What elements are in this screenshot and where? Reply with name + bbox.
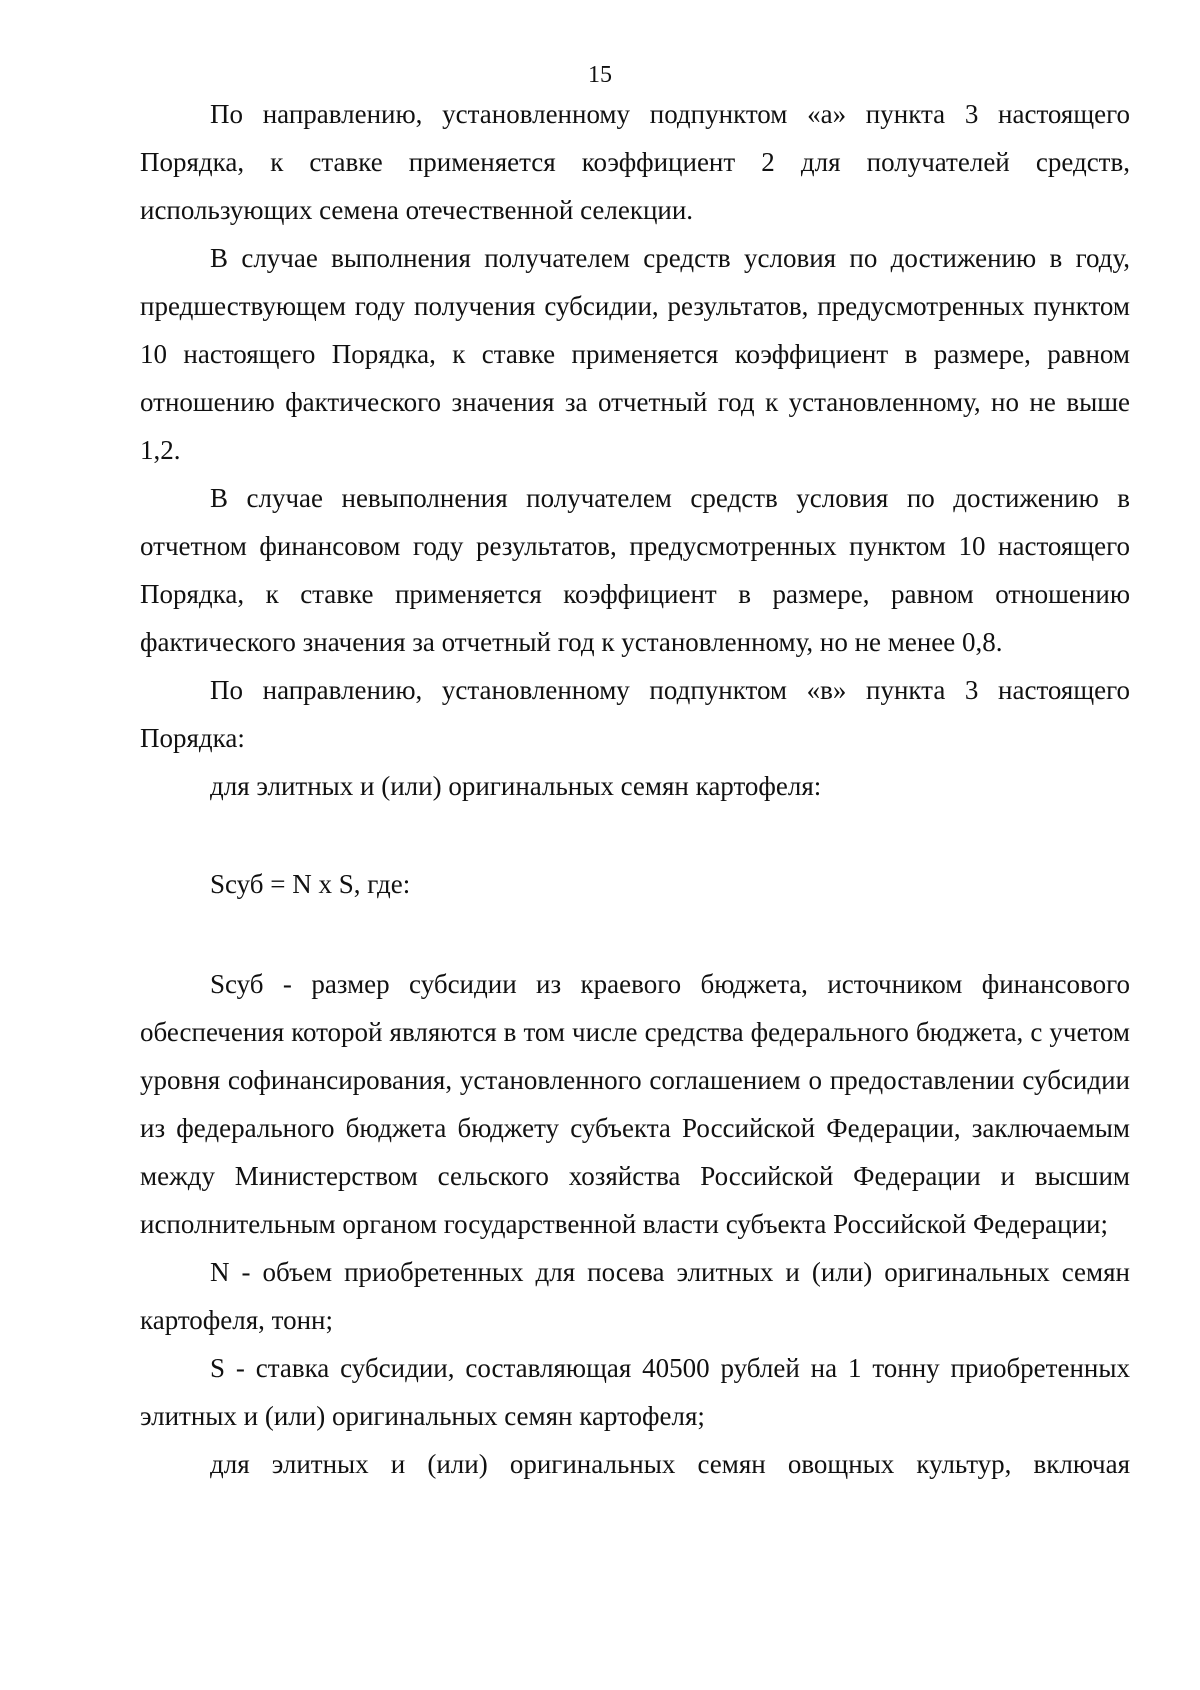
paragraph-coefficient-2: По направлению, установленному подпунктом «а» пункта 3 настоящего Порядка, к ставке применяется коэффициент 2 для получателей средств, использующих семена отечественной селекции. [140,99,1130,225]
subsidy-formula: Sсуб = N x S, где: [210,869,411,899]
paragraph-direction-v: По направлению, установленному подпунктом «в» пункта 3 настоящего Порядка: [140,675,1130,753]
paragraph-potato-seeds: для элитных и (или) оригинальных семян картофеля: [210,771,822,801]
paragraph-coefficient-min: В случае невыполнения получателем средств условия по достижению в отчетном финансовом году результатов, предусмотренных пунктом 10 настоящего Порядка, к ставке применяется коэффициент в размере, равном отношению фактического значения за отчетный год к установленному, но не менее 0,8. [140,483,1130,657]
definition-s-sub: Sсуб - размер субсидии из краевого бюджета, источником финансового обеспечения которой являются в том числе средства федерального бюджета, с учетом уровня софинансирования, установленного соглашением о предоставлении субсидии из федерального бюджета бюджету субъекта Российской Федерации, заключаемым между Министерством сельского хозяйства Российской Федерации и высшим исполнительным органом государственной власти субъекта Российской Федерации; [140,969,1130,1239]
document-body [140,90,1130,1488]
paragraph-vegetable-seeds: для элитных и (или) оригинальных семян овощных культур, включая [210,1449,1130,1479]
paragraph-coefficient-max: В случае выполнения получателем средств условия по достижению в году, предшествующем году получения субсидии, результатов, предусмотренных пунктом 10 настоящего Порядка, к ставке применяется коэффициент в размере, равном отношению фактического значения за отчетный год к установленному, но не выше 1,2. [140,243,1130,465]
definition-s: S - ставка субсидии, составляющая 40500 рублей на 1 тонну приобретенных элитных и (или) оригинальных семян картофеля; [140,1353,1130,1431]
page-number: 15 [588,62,612,88]
definition-n: N - объем приобретенных для посева элитных и (или) оригинальных семян картофеля, тонн; [140,1257,1130,1335]
